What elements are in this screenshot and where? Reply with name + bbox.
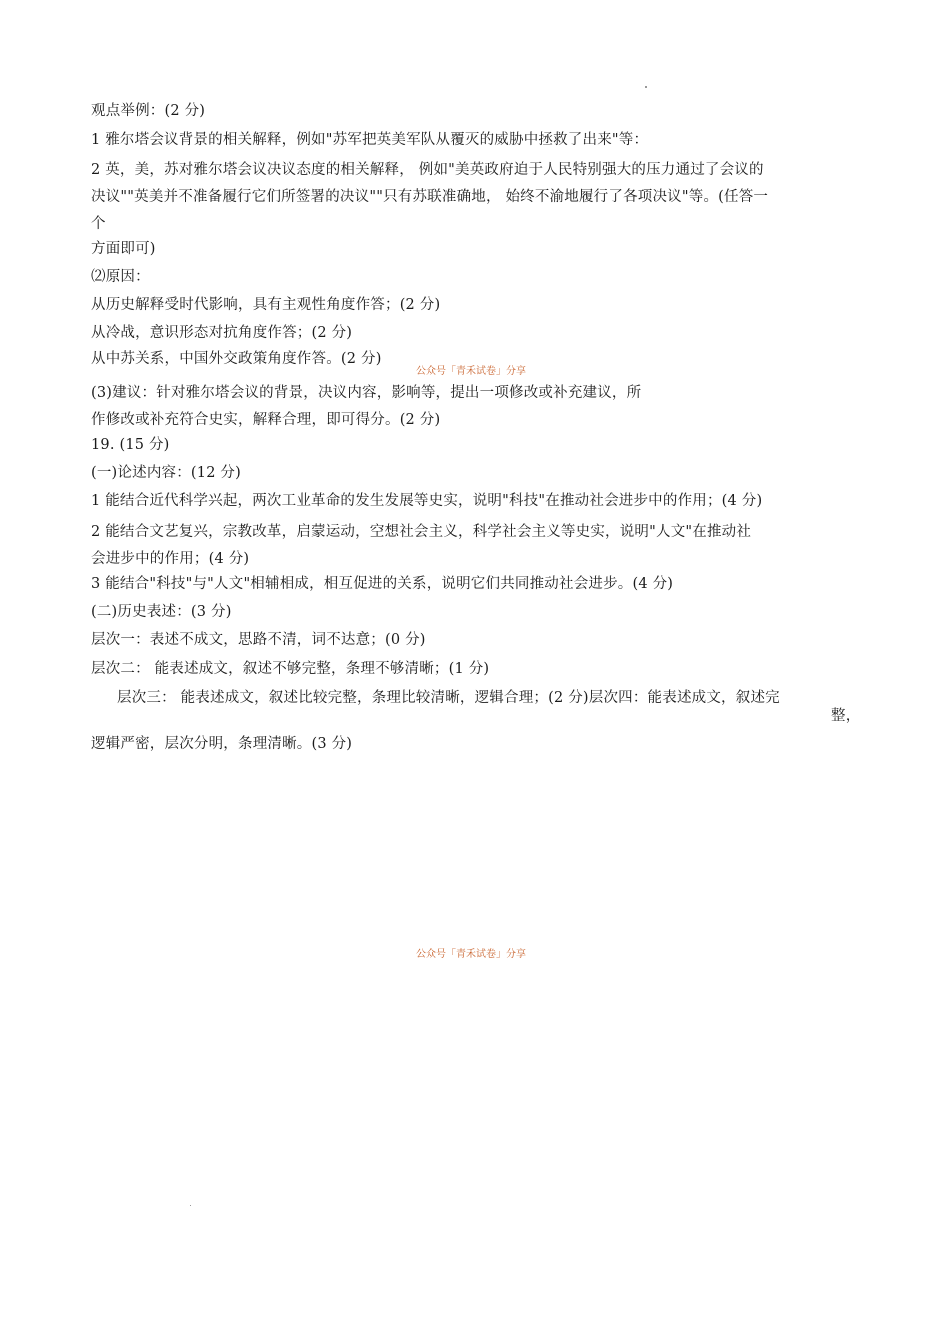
text-line-attitudes-end: 方面即可) — [91, 241, 156, 257]
watermark-top: 公众号「青禾试卷」分享 — [416, 366, 526, 377]
text-line-attitudes: 2 英，美，苏对雅尔塔会议决议态度的相关解释， 例如"美英政府迫于人民特别强大的压力通过了会议的 — [91, 162, 764, 178]
text-line-argument-2-cont: 会进步中的作用；(4 分) — [91, 551, 250, 567]
text-line-argument-heading: (一)论述内容：(12 分) — [91, 465, 241, 481]
text-line-attitudes-cont: 决议""英美并不准备履行它们所签署的决议""只有苏联准确地， 始终不渝地履行了各项决议"等。(任答一 — [91, 189, 769, 205]
top-speck — [645, 86, 647, 88]
bottom-speck — [190, 1205, 191, 1206]
text-line-level-2: 层次二： 能表述成文，叙述不够完整，条理不够清晰；(1 分) — [91, 661, 490, 677]
text-line-level-1: 层次一：表述不成文，思路不清，词不达意；(0 分) — [91, 632, 426, 648]
text-line-level-4-end: 逻辑严密，层次分明，条理清晰。(3 分) — [91, 736, 353, 752]
text-line-reason-2: 从冷战，意识形态对抗角度作答；(2 分) — [91, 325, 353, 341]
watermark-bottom: 公众号「青禾试卷」分享 — [416, 949, 526, 960]
text-line-yalta-background: 1 雅尔塔会议背景的相关解释，例如"苏军把英美军队从覆灭的威胁中拯救了出来"等： — [91, 132, 649, 148]
text-line-expression-heading: (二)历史表述：(3 分) — [91, 604, 232, 620]
text-line-level-3-4: 层次三： 能表述成文，叙述比较完整，条理比较清晰，逻辑合理；(2 分)层次四：能表述成文，叙述完 — [117, 690, 780, 706]
text-line-argument-1: 1 能结合近代科学兴起，两次工业革命的发生发展等史实，说明"科技"在推动社会进步中的作用；(4 分) — [91, 493, 763, 509]
text-line-reason-heading: ⑵原因： — [91, 269, 150, 285]
text-line-argument-2: 2 能结合文艺复兴，宗教改革，启蒙运动，空想社会主义，科学社会主义等史实，说明"人文"在推动社 — [91, 524, 752, 540]
text-line-suggestion: (3)建议：针对雅尔塔会议的背景，决议内容，影响等，提出一项修改或补充建议，所 — [91, 385, 642, 401]
text-line-reason-3: 从中苏关系，中国外交政策角度作答。(2 分) — [91, 351, 382, 367]
text-line-attitudes-cont-2: 个 — [91, 216, 106, 232]
text-line-suggestion-cont: 作修改或补充符合史实，解释合理，即可得分。(2 分) — [91, 412, 441, 428]
text-line-argument-3: 3 能结合"科技"与"人文"相辅相成，相互促进的关系，说明它们共同推动社会进步。(4 分) — [91, 576, 674, 592]
text-line-level-4-wrap: 整， — [831, 708, 861, 724]
text-line-reason-1: 从历史解释受时代影响，具有主观性角度作答；(2 分) — [91, 297, 441, 313]
text-line-viewpoint-example: 观点举例：(2 分) — [91, 103, 206, 119]
text-line-question-19: 19. (15 分) — [91, 437, 170, 453]
